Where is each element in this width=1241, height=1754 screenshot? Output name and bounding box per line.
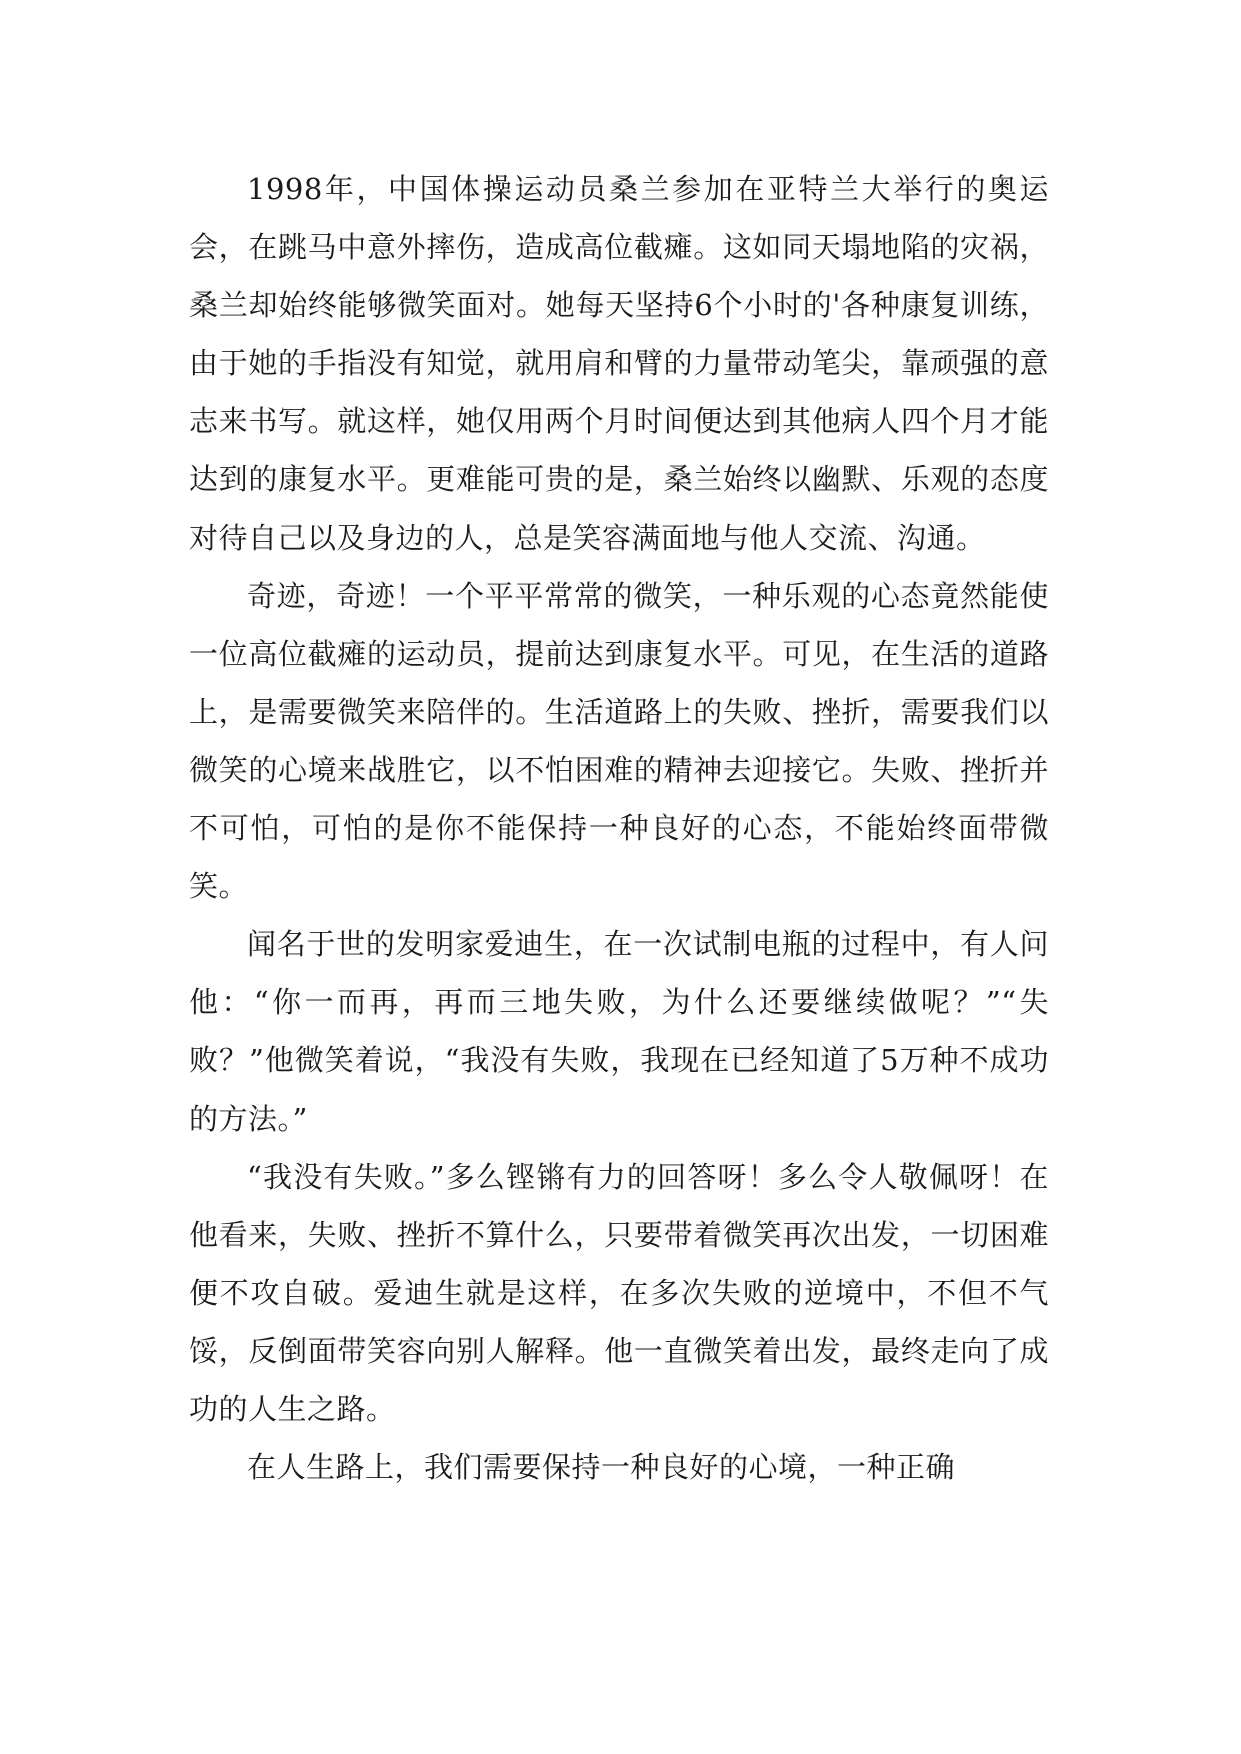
paragraph-2: 奇迹，奇迹！一个平平常常的微笑，一种乐观的心态竟然能使一位高位截瘫的运动员，提前达到康复水平。可见，在生活的道路上，是需要微笑来陪伴的。生活道路上的失败、挫折，需要我们以微笑的心境来战胜它，以不怕困难的精神去迎接它。失败、挫折并不可怕，可怕的是你不能保持一种良好的心态，不能始终面带微笑。 xyxy=(189,578,1049,904)
document-body xyxy=(189,160,1049,1496)
paragraph-3: 闻名于世的发明家爱迪生，在一次试制电瓶的过程中，有人问他：“你一而再，再而三地失败，为什么还要继续做呢？”“失败？”他微笑着说，“我没有失败，我现在已经知道了5万种不成功的方法。” xyxy=(189,927,1049,1136)
paragraph-1: 1998年，中国体操运动员桑兰参加在亚特兰大举行的奥运会，在跳马中意外摔伤，造成高位截瘫。这如同天塌地陷的灾祸，桑兰却始终能够微笑面对。她每天坚持6个小时的'各种康复训练，由于她的手指没有知觉，就用肩和臂的力量带动笔尖，靠顽强的意志来书写。就这样，她仅用两个月时间便达到其他病人四个月才能达到的康复水平。更难能可贵的是，桑兰始终以幽默、乐观的态度对待自己以及身边的人，总是笑容满面地与他人交流、沟通。 xyxy=(189,172,1049,555)
paragraph-5: 在人生路上，我们需要保持一种良好的心境，一种正确 xyxy=(247,1450,956,1485)
paragraph-4: “我没有失败。”多么铿锵有力的回答呀！多么令人敬佩呀！在他看来，失败、挫折不算什么，只要带着微笑再次出发，一切困难便不攻自破。爱迪生就是这样，在多次失败的逆境中，不但不气馁，反倒面带笑容向别人解释。他一直微笑着出发，最终走向了成功的人生之路。 xyxy=(189,1159,1049,1426)
